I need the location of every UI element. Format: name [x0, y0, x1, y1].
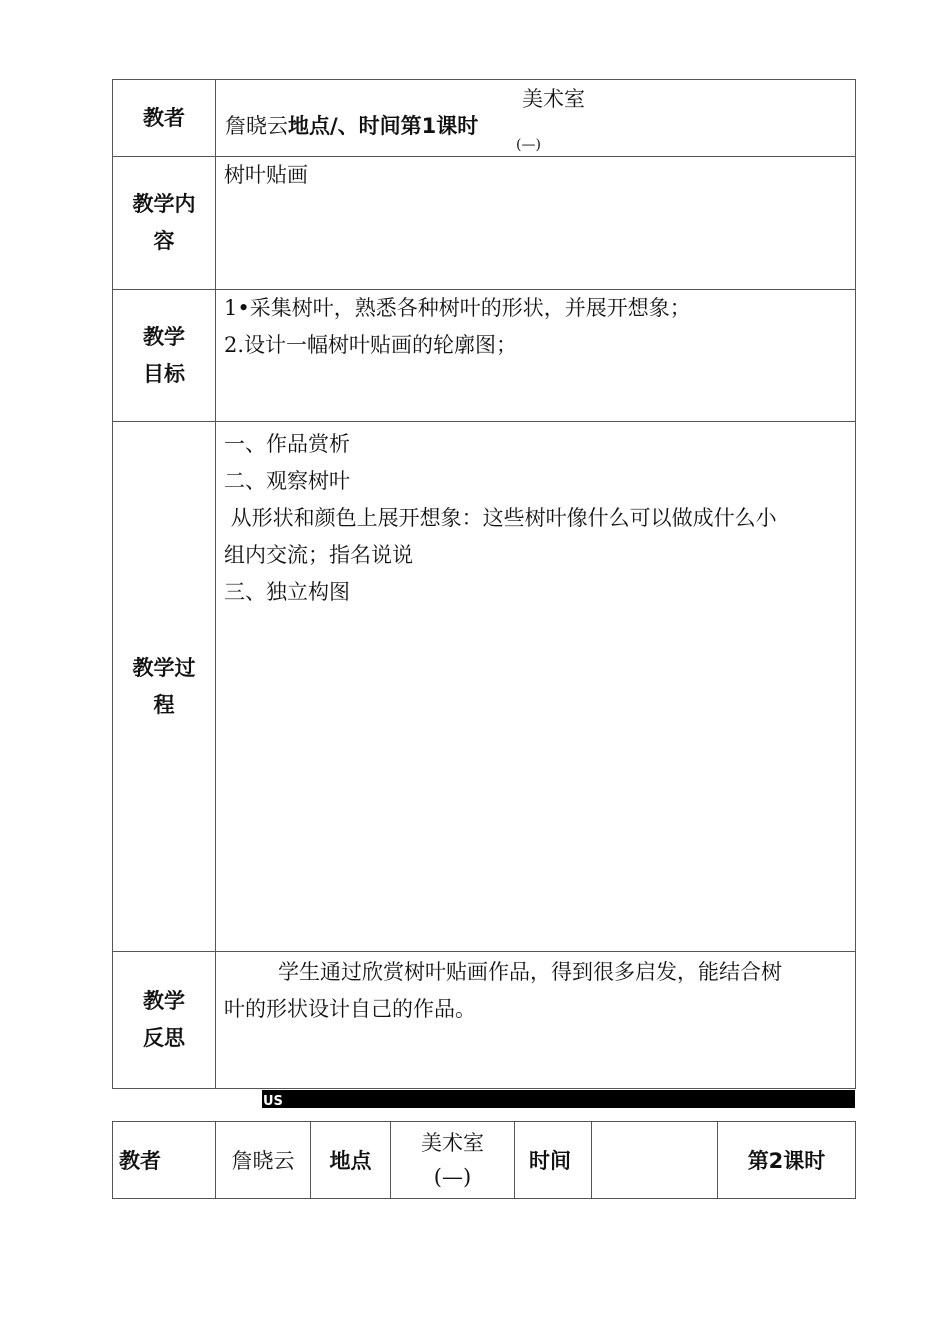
place-top: 美术室 — [522, 87, 585, 111]
content-cell — [216, 157, 856, 290]
time-value-2 — [592, 1122, 718, 1199]
process-line: 三、独立构图 — [224, 580, 350, 604]
place-time-label: 地点/、时间第1课时 — [288, 114, 479, 138]
teacher-name: 詹晓云 — [225, 114, 288, 138]
teacher-label: 教者 — [113, 80, 216, 157]
goal-item: 2.设计一幅树叶贴画的轮廓图； — [224, 333, 518, 357]
process-cell — [216, 422, 856, 952]
reflection-line: 叶的形状设计自己的作品。 — [224, 997, 476, 1021]
lesson-plan-table-1 — [112, 79, 856, 1089]
goals-label: 教学 目标 — [113, 290, 216, 422]
content-text: 树叶贴画 — [224, 163, 308, 187]
process-line: 组内交流；指名说说 — [224, 543, 413, 567]
place-sub: (—) — [516, 137, 541, 153]
process-line: 二、观察树叶 — [224, 469, 350, 493]
place-label-2: 地点 — [311, 1122, 391, 1199]
time-label-2: 时间 — [515, 1122, 592, 1199]
lesson-number-2: 第2课时 — [718, 1122, 856, 1199]
reflection-cell — [216, 952, 856, 1089]
reflection-label: 教学 反思 — [113, 952, 216, 1089]
process-line: 一、作品赏析 — [224, 432, 350, 456]
content-label: 教学内 容 — [113, 157, 216, 290]
teacher-label-2: 教者 — [113, 1122, 216, 1199]
lesson-plan-table-2 — [112, 1121, 856, 1199]
place-value-2: 美术室 (—) — [391, 1122, 515, 1199]
header-info-cell — [216, 80, 856, 157]
process-line: 从形状和颜色上展开想象：这些树叶像什么可以做成什么小 — [224, 506, 777, 530]
teacher-name-2: 詹晓云 — [216, 1122, 311, 1199]
process-label: 教学过 程 — [113, 422, 216, 952]
black-bar — [262, 1090, 855, 1108]
bar-text: US — [263, 1094, 283, 1109]
goals-cell — [216, 290, 856, 422]
reflection-line: 学生通过欣赏树叶贴画作品，得到很多启发，能结合树 — [278, 960, 782, 984]
goal-item: 1•采集树叶，熟悉各种树叶的形状，并展开想象； — [224, 296, 691, 320]
